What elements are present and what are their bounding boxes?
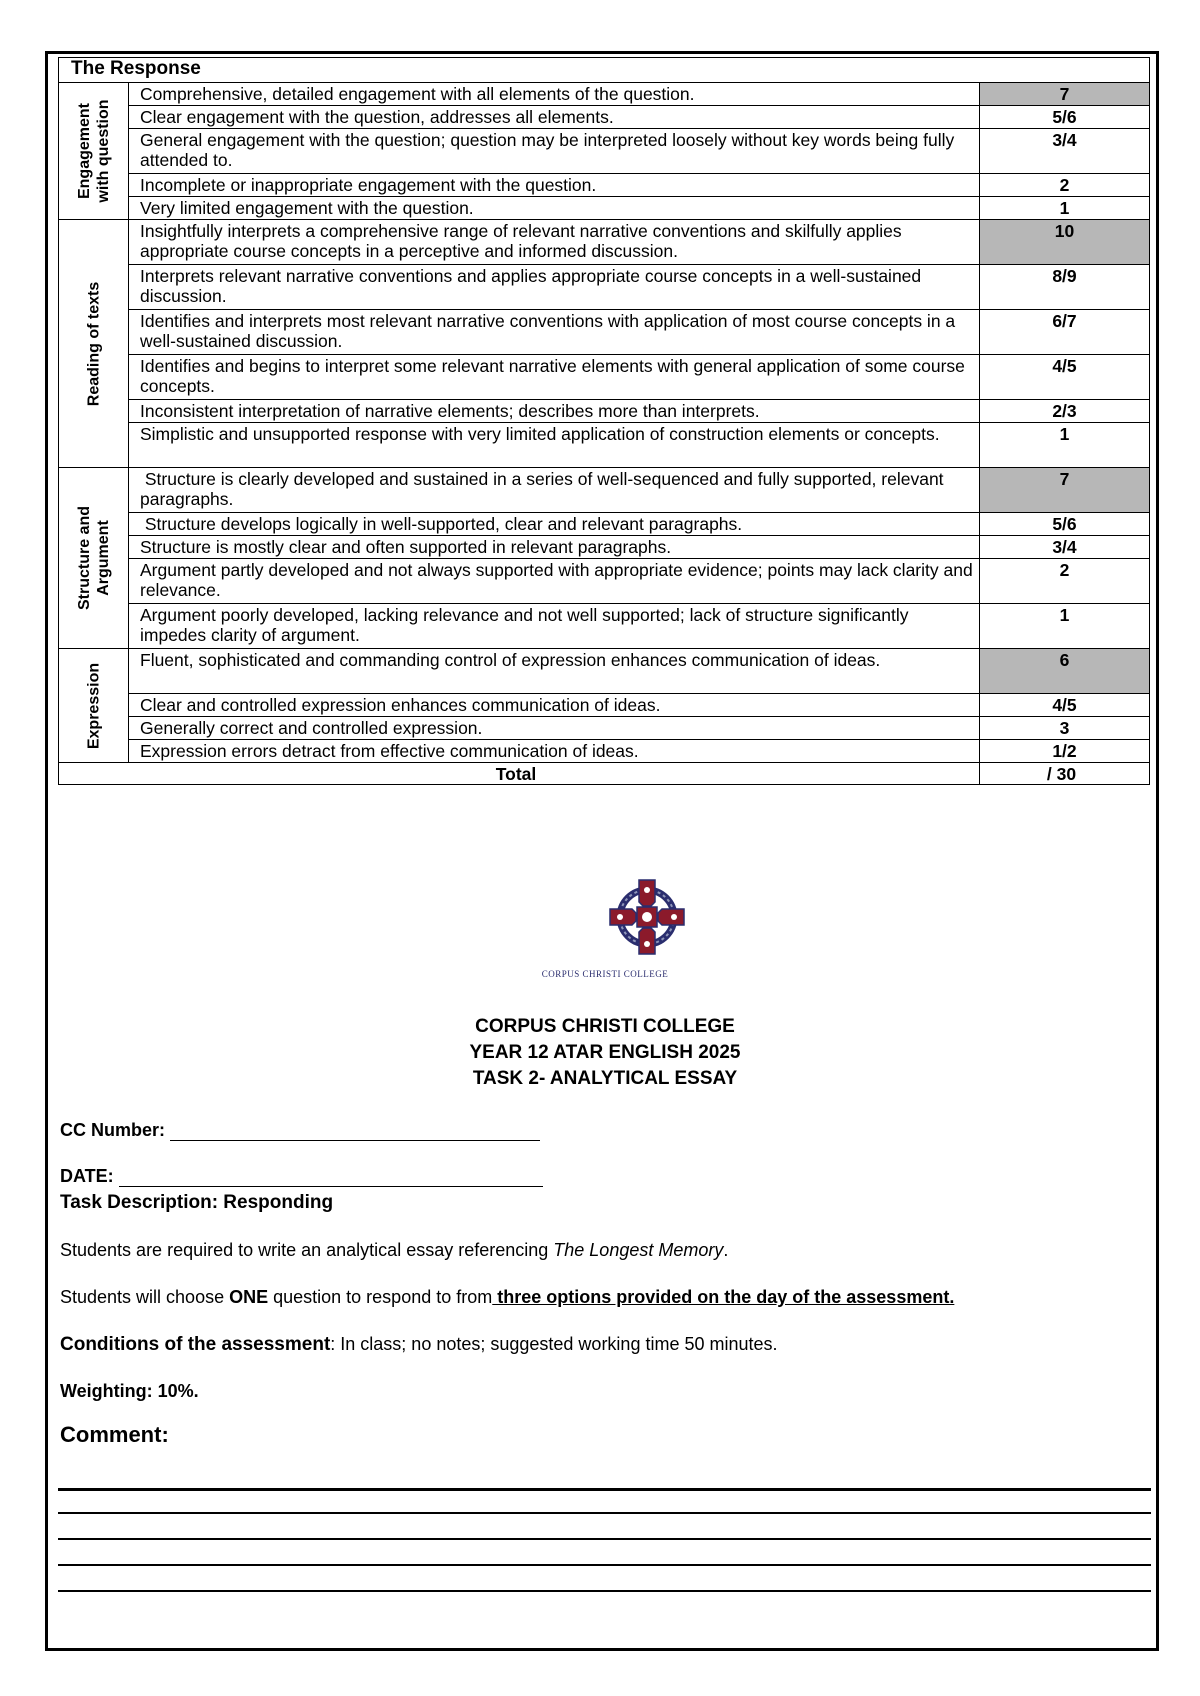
task-description-heading: Task Description: Responding (60, 1192, 334, 1213)
criterion-score: 7 (980, 83, 1150, 106)
logo-caption: CORPUS CHRISTI COLLEGE (541, 969, 669, 979)
rubric-header: The Response (59, 58, 1150, 83)
title-line-2: YEAR 12 ATAR ENGLISH 2025 (469, 1042, 741, 1063)
criterion-score: 6 (980, 649, 1150, 694)
rubric-row (59, 717, 1150, 740)
criterion-description: Argument partly developed and not always supported with appropriate evidence; points may lack clarity and relevance. (129, 559, 980, 604)
date-line[interactable] (119, 1168, 543, 1187)
category-label: Expression (85, 662, 102, 749)
page-frame (45, 51, 1159, 1651)
criterion-description: Argument poorly developed, lacking relevance and not well supported; lack of structure significantly impedes clarity of argument. (129, 604, 980, 649)
rubric-row (59, 310, 1150, 355)
criterion-score: 1 (980, 604, 1150, 649)
comment-label: Comment: (60, 1422, 169, 1447)
cc-number-label: CC Number: (60, 1120, 166, 1140)
criterion-score: 7 (980, 468, 1150, 513)
task-paragraph-2: Students will choose ONE question to respond to from three options provided on the day of the assessment. (60, 1287, 955, 1307)
comment-line[interactable] (58, 1590, 1151, 1592)
criterion-description: Interprets relevant narrative conventions and applies appropriate course concepts in a well-sustained discussion. (129, 265, 980, 310)
rubric-category (59, 468, 129, 649)
criterion-description: Inconsistent interpretation of narrative elements; describes more than interprets. (129, 400, 980, 423)
criterion-description: Identifies and begins to interpret some relevant narrative elements with general application of some course concepts. (129, 355, 980, 400)
rubric-row (59, 740, 1150, 763)
category-label: Reading of texts (85, 281, 102, 406)
criterion-score: 2 (980, 559, 1150, 604)
criterion-description: Clear and controlled expression enhances communication of ideas. (129, 694, 980, 717)
criterion-score: 1 (980, 423, 1150, 468)
marking-rubric-table (58, 57, 1150, 785)
criterion-score: 2 (980, 174, 1150, 197)
rubric-row (59, 694, 1150, 717)
weighting: Weighting: 10%. (60, 1381, 199, 1401)
rubric-row (59, 468, 1150, 513)
criterion-description: Fluent, sophisticated and commanding control of expression enhances communication of ideas. (129, 649, 980, 694)
criterion-score: 3/4 (980, 536, 1150, 559)
comment-line[interactable] (58, 1512, 1151, 1514)
criterion-description: Structure develops logically in well-supported, clear and relevant paragraphs. (129, 513, 980, 536)
criterion-description: Simplistic and unsupported response with very limited application of construction elements or concepts. (129, 423, 980, 468)
criterion-description: Clear engagement with the question, addresses all elements. (129, 106, 980, 129)
rubric-category (59, 220, 129, 468)
comment-line[interactable] (58, 1538, 1151, 1540)
task-paragraph-1: Students are required to write an analytical essay referencing The Longest Memory. (60, 1240, 729, 1260)
comment-line[interactable] (58, 1488, 1151, 1491)
rubric-row (59, 400, 1150, 423)
title-line-3: TASK 2- ANALYTICAL ESSAY (472, 1068, 738, 1089)
total-score[interactable]: / 30 (980, 763, 1150, 785)
criterion-description: Structure is clearly developed and sustained in a series of well-sequenced and fully supported, relevant paragraphs. (129, 468, 980, 513)
cc-number-field[interactable] (60, 1120, 540, 1141)
rubric-row (59, 83, 1150, 106)
rubric-row (59, 604, 1150, 649)
total-label: Total (59, 763, 980, 785)
rubric-row (59, 129, 1150, 174)
criterion-description: Structure is mostly clear and often supported in relevant paragraphs. (129, 536, 980, 559)
cc-number-line[interactable] (170, 1122, 540, 1141)
rubric-row (59, 265, 1150, 310)
criterion-score: 1 (980, 197, 1150, 220)
criterion-score: 1/2 (980, 740, 1150, 763)
rubric-row (59, 220, 1150, 265)
rubric-row (59, 536, 1150, 559)
criterion-description: Incomplete or inappropriate engagement with the question. (129, 174, 980, 197)
rubric-row (59, 649, 1150, 694)
criterion-score: 10 (980, 220, 1150, 265)
rubric-row (59, 513, 1150, 536)
rubric-category (59, 649, 129, 763)
rubric-row (59, 197, 1150, 220)
criterion-score: 5/6 (980, 106, 1150, 129)
title-line-1: CORPUS CHRISTI COLLEGE (475, 1016, 735, 1037)
criterion-description: Generally correct and controlled expression. (129, 717, 980, 740)
rubric-row (59, 559, 1150, 604)
document-title (48, 1014, 1162, 1092)
rubric-row (59, 423, 1150, 468)
criterion-score: 8/9 (980, 265, 1150, 310)
college-crest-logo (606, 876, 688, 958)
criterion-score: 3/4 (980, 129, 1150, 174)
criterion-description: Comprehensive, detailed engagement with all elements of the question. (129, 83, 980, 106)
criterion-description: Expression errors detract from effective communication of ideas. (129, 740, 980, 763)
total-row (59, 763, 1150, 785)
category-label: Structure and Argument (75, 506, 112, 611)
criterion-description: Insightfully interprets a comprehensive range of relevant narrative conventions and skilfully applies appropriate course concepts in a perceptive and informed discussion. (129, 220, 980, 265)
criterion-description: Identifies and interprets most relevant narrative conventions with application of most course concepts in a well-sustained discussion. (129, 310, 980, 355)
criterion-score: 2/3 (980, 400, 1150, 423)
date-label: DATE: (60, 1166, 114, 1186)
rubric-category (59, 83, 129, 220)
date-field[interactable] (60, 1166, 543, 1187)
criterion-description: General engagement with the question; question may be interpreted loosely without key words being fully attended to. (129, 129, 980, 174)
criterion-score: 5/6 (980, 513, 1150, 536)
category-label: Engagement with question (75, 99, 112, 203)
rubric-row (59, 355, 1150, 400)
rubric-row (59, 106, 1150, 129)
text-title: The Longest Memory (553, 1240, 724, 1260)
rubric-row (59, 174, 1150, 197)
comment-line[interactable] (58, 1564, 1151, 1566)
criterion-score: 3 (980, 717, 1150, 740)
conditions-paragraph: Conditions of the assessment: In class; no notes; suggested working time 50 minutes. (60, 1334, 778, 1355)
criterion-score: 6/7 (980, 310, 1150, 355)
criterion-score: 4/5 (980, 694, 1150, 717)
criterion-description: Very limited engagement with the question. (129, 197, 980, 220)
criterion-score: 4/5 (980, 355, 1150, 400)
